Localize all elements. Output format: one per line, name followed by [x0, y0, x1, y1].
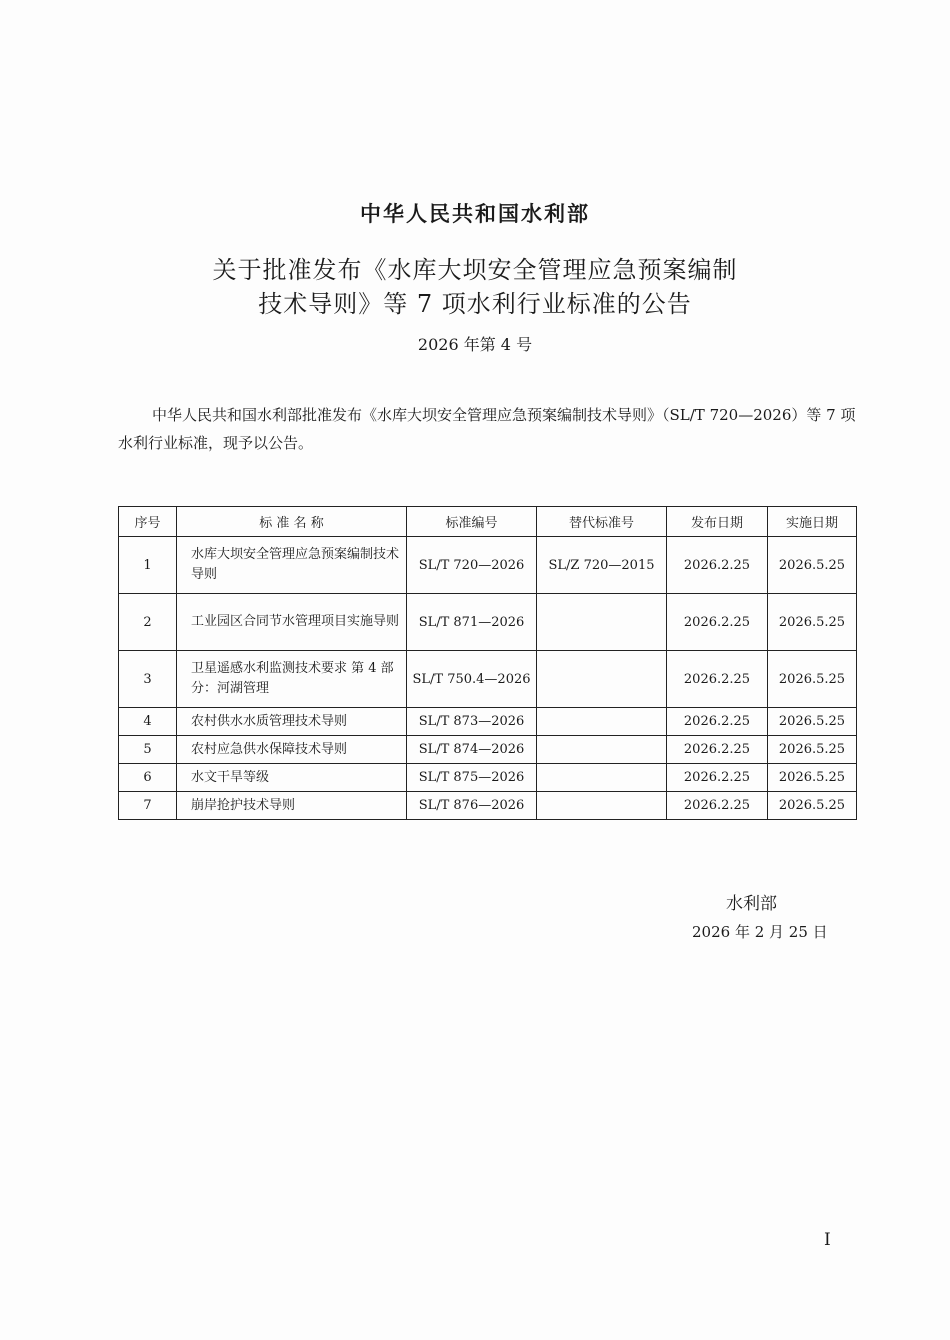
- header-effective-date: 实施日期: [768, 507, 857, 537]
- row-name: 卫星遥感水利监测技术要求 第 4 部分：河湖管理: [177, 651, 407, 708]
- header-publish-date: 发布日期: [667, 507, 768, 537]
- page-number: I: [824, 1230, 831, 1250]
- signature-organization: 水利部: [726, 894, 777, 914]
- row-no: 2: [119, 594, 177, 651]
- row-code: SL/T 750.4—2026: [407, 651, 537, 708]
- row-publish-date: 2026.2.25: [667, 792, 768, 820]
- announcement-title-line-1: 关于批准发布《水库大坝安全管理应急预案编制: [212, 256, 738, 284]
- ministry-heading: 中华人民共和国水利部: [360, 201, 590, 226]
- row-effective-date: 2026.5.25: [768, 792, 857, 820]
- row-no: 1: [119, 537, 177, 594]
- row-replaced: [537, 736, 667, 764]
- row-replaced: [537, 651, 667, 708]
- row-replaced: [537, 708, 667, 736]
- row-publish-date: 2026.2.25: [667, 708, 768, 736]
- row-publish-date: 2026.2.25: [667, 537, 768, 594]
- row-name: 崩岸抢护技术导则: [177, 792, 407, 820]
- row-code: SL/T 871—2026: [407, 594, 537, 651]
- row-replaced: [537, 764, 667, 792]
- table-header-row: [119, 507, 857, 537]
- row-name: 工业园区合同节水管理项目实施导则: [177, 594, 407, 651]
- table-row: [119, 537, 857, 594]
- row-no: 5: [119, 736, 177, 764]
- row-code: SL/T 875—2026: [407, 764, 537, 792]
- row-replaced: [537, 792, 667, 820]
- table-row: [119, 651, 857, 708]
- row-publish-date: 2026.2.25: [667, 651, 768, 708]
- row-replaced: [537, 594, 667, 651]
- row-code: SL/T 876—2026: [407, 792, 537, 820]
- header-name: 标 准 名 称: [177, 507, 407, 537]
- row-effective-date: 2026.5.25: [768, 736, 857, 764]
- row-no: 4: [119, 708, 177, 736]
- signature-date: 2026 年 2 月 25 日: [692, 923, 828, 941]
- row-no: 7: [119, 792, 177, 820]
- table-row: [119, 764, 857, 792]
- row-publish-date: 2026.2.25: [667, 764, 768, 792]
- row-effective-date: 2026.5.25: [768, 651, 857, 708]
- row-name: 水文干旱等级: [177, 764, 407, 792]
- row-effective-date: 2026.5.25: [768, 708, 857, 736]
- row-no: 3: [119, 651, 177, 708]
- standards-table: [118, 506, 857, 820]
- row-code: SL/T 873—2026: [407, 708, 537, 736]
- row-name: 农村应急供水保障技术导则: [177, 736, 407, 764]
- table-row: [119, 708, 857, 736]
- table-row: [119, 736, 857, 764]
- table-row: [119, 792, 857, 820]
- row-effective-date: 2026.5.25: [768, 764, 857, 792]
- row-code: SL/T 720—2026: [407, 537, 537, 594]
- row-name: 农村供水水质管理技术导则: [177, 708, 407, 736]
- header-replaced: 替代标准号: [537, 507, 667, 537]
- row-name: 水库大坝安全管理应急预案编制技术导则: [177, 537, 407, 594]
- row-publish-date: 2026.2.25: [667, 736, 768, 764]
- row-publish-date: 2026.2.25: [667, 594, 768, 651]
- header-no: 序号: [119, 507, 177, 537]
- announcement-title-line-2: 技术导则》等 7 项水利行业标准的公告: [258, 290, 692, 318]
- row-effective-date: 2026.5.25: [768, 594, 857, 651]
- row-effective-date: 2026.5.25: [768, 537, 857, 594]
- row-code: SL/T 874—2026: [407, 736, 537, 764]
- table-row: [119, 594, 857, 651]
- row-no: 6: [119, 764, 177, 792]
- announcement-paragraph: 中华人民共和国水利部批准发布《水库大坝安全管理应急预案编制技术导则》（SL/T 720—2026）等 7 项水利行业标准，现予以公告。: [118, 406, 856, 452]
- issue-number: 2026 年第 4 号: [417, 335, 533, 354]
- row-replaced: SL/Z 720—2015: [537, 537, 667, 594]
- header-code: 标准编号: [407, 507, 537, 537]
